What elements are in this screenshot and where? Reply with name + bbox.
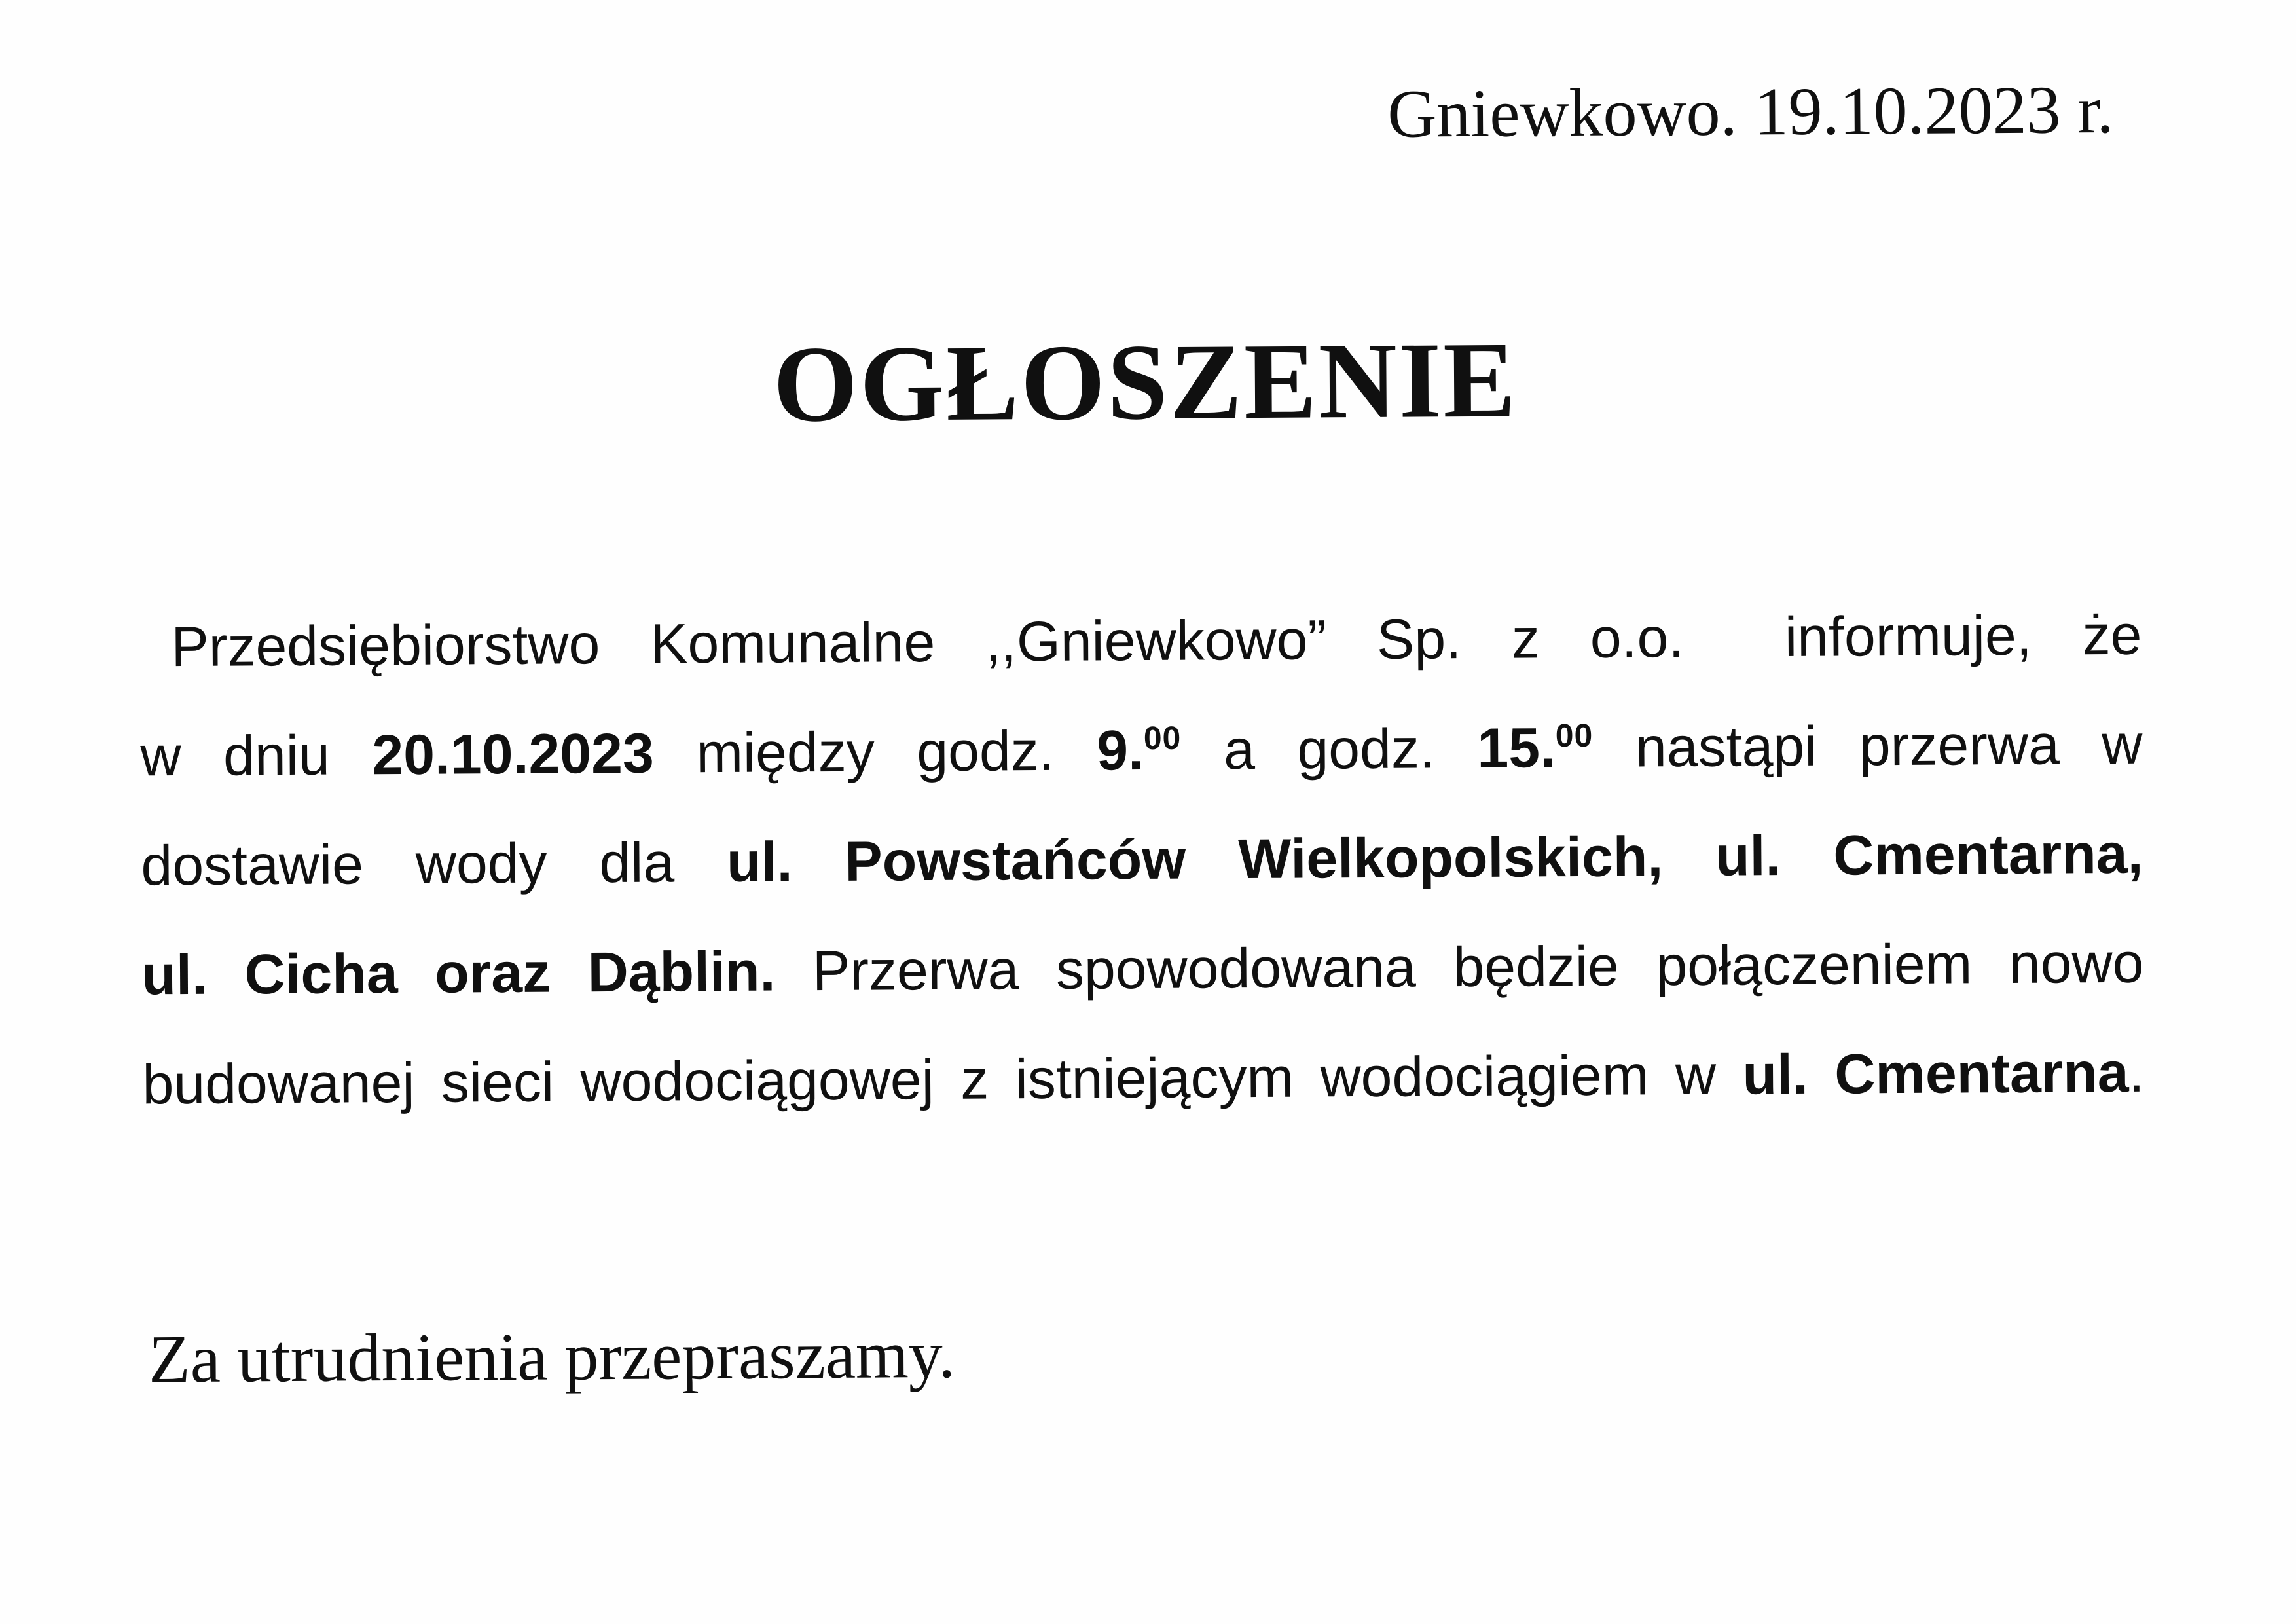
emphasis-text: 9. (1096, 719, 1144, 783)
hour-superscript: 00 (1555, 716, 1594, 754)
announcement-paragraph (139, 581, 2145, 1140)
body-text: budowanej sieci wodociągowej z istniejącym wodociągiem w (142, 1043, 1743, 1116)
body-text: dostawie wody dla (141, 830, 727, 898)
body-text: nastąpi przerwa w (1593, 712, 2143, 779)
paragraph-line (141, 800, 2143, 921)
paragraph-line (142, 1018, 2145, 1140)
closing-line: Za utrudnienia przepraszamy. (148, 1316, 956, 1397)
location-date: Gniewkowo. 19.10.2023 r. (1387, 71, 2114, 152)
body-text: Przedsiębiorstwo Komunalne ,,Gniewkowo” Sp. z o.o. informuje, że (171, 603, 2142, 679)
body-text: a godz. (1181, 716, 1478, 782)
emphasis-text: 20.10.2023 (372, 722, 655, 787)
emphasis-text: ul. Powstańców Wielkopolskich, ul. Cmentarna, (726, 822, 2143, 894)
hour-superscript: 00 (1143, 719, 1182, 757)
body-text: między godz. (653, 719, 1097, 785)
emphasis-text: ul. Cicha oraz Dąblin. (141, 940, 776, 1007)
paragraph-line (139, 581, 2142, 703)
emphasis-text: ul. Cmentarna (1742, 1041, 2129, 1107)
body-text: . (2128, 1041, 2145, 1104)
page-title: OGŁOSZENIE (773, 319, 1518, 445)
paragraph-line (141, 909, 2144, 1031)
emphasis-text: 15. (1477, 716, 1556, 780)
body-text: Przerwa spowodowana będzie połączeniem nowo (775, 931, 2144, 1003)
body-text: w dniu (140, 724, 373, 788)
paragraph-line (140, 690, 2143, 812)
